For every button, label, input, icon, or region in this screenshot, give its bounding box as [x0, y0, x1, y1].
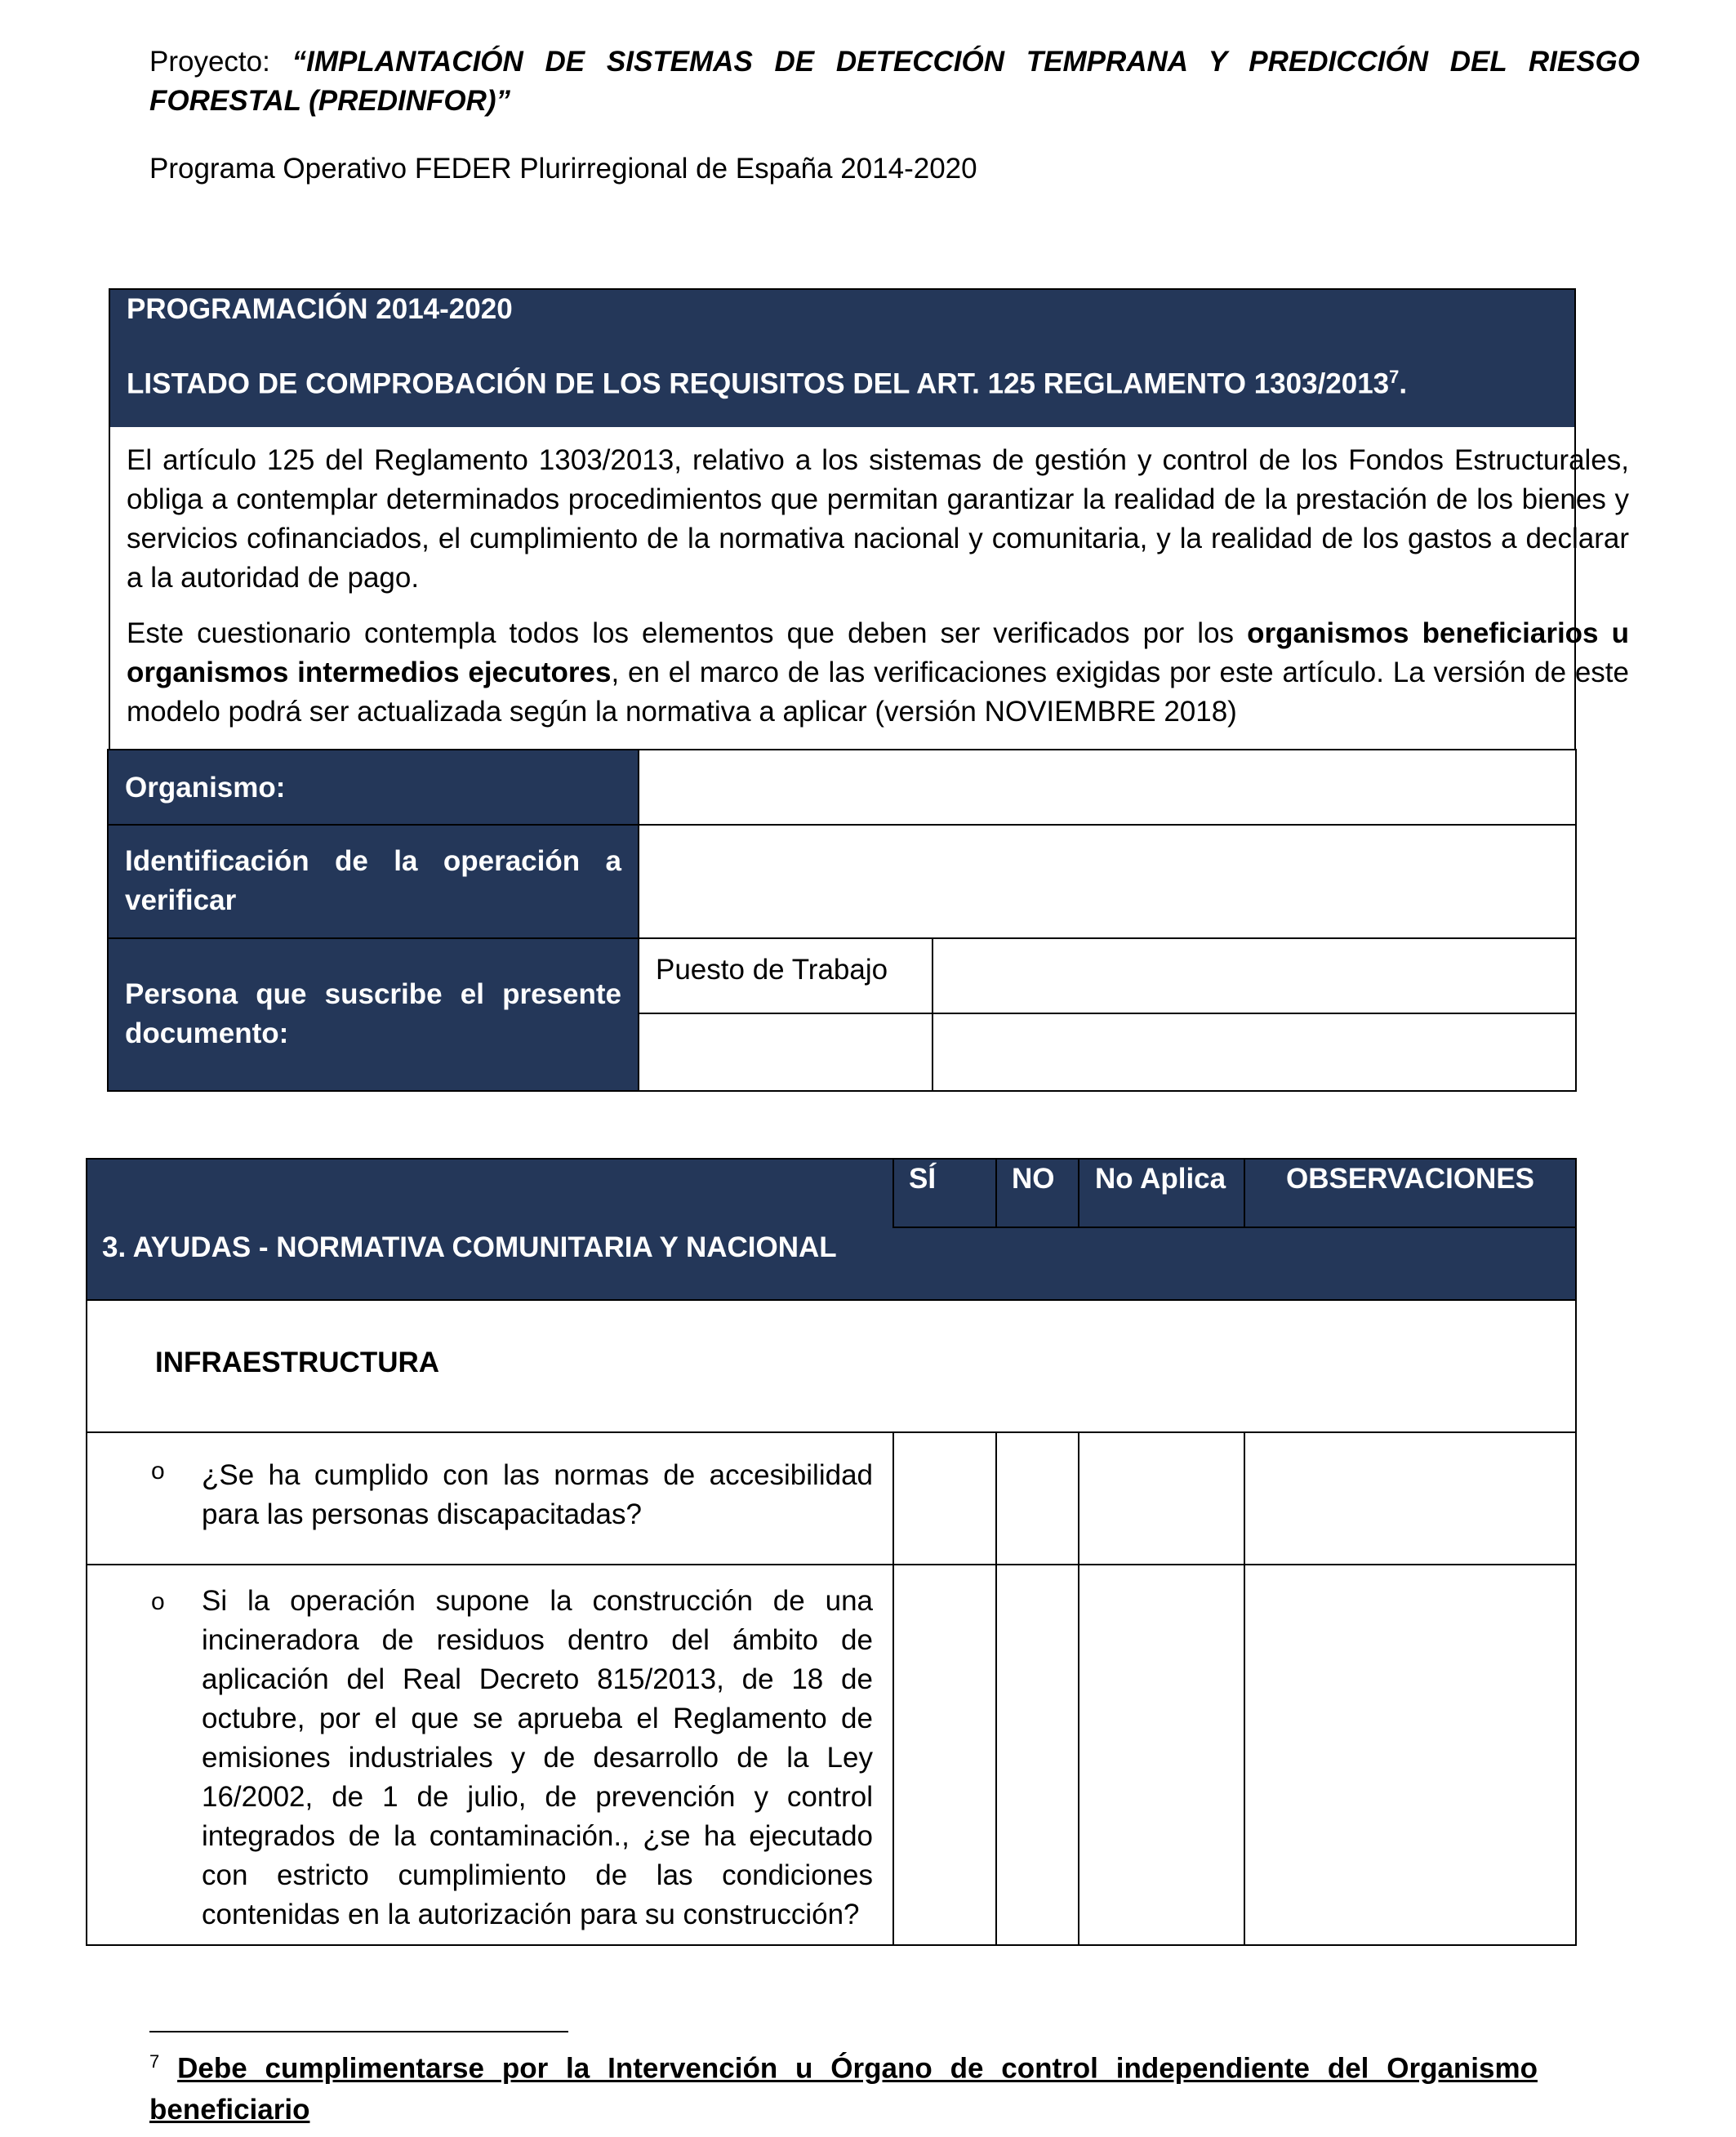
programme-line: Programa Operativo FEDER Plurirregional de España 2014-2020	[149, 153, 977, 185]
footnote	[149, 2041, 1538, 2130]
bullet-icon: o	[151, 1588, 165, 1615]
question-2: Si la operación supone la construcción de una incineradora de residuos dentro del ámbito de aplicación del Real Decreto 815/2013, de 18 de octubre, por el que se aprueba el Reglamento de emisiones industriales y de desarrollo de la Ley 16/2002, de 1 de julio, de prevención y control integrados de la contaminación., ¿se ha ejecutado con estricto cumplimiento de las condiciones contenidas en la autorización para su construcción?	[202, 1585, 873, 1930]
q2-na-field[interactable]	[1078, 1564, 1245, 1946]
col-no: NO	[1012, 1163, 1055, 1195]
persona-signature-field[interactable]	[932, 1013, 1577, 1092]
project-title: “IMPLANTACIÓN DE SISTEMAS DE DETECCIÓN TEMPRANA Y PREDICCIÓN DEL RIESGO FORESTAL (PREDINFOR)”	[149, 46, 1640, 117]
q1-na-field[interactable]	[1078, 1431, 1245, 1565]
identification-table	[107, 749, 1577, 1092]
intro-p2-end: , en el marco de las verificaciones exigidas por este artículo. La versión de este modelo podrá ser actualizada según la normativa a aplicar (versión NOVIEMBRE 2018)	[127, 657, 1629, 728]
puesto-field[interactable]	[932, 937, 1577, 1014]
intro-body	[127, 441, 1629, 732]
col-observaciones: OBSERVACIONES	[1285, 1163, 1535, 1195]
intro-paragraph-1: El artículo 125 del Reglamento 1303/2013, relativo a los sistemas de gestión y control de los Fondos Estructurales, obliga a contemplar determinados procedimientos que permitan garantizar la realidad de la prestación de los bienes y servicios cofinanciados, el cumplimiento de la normativa nacional y comunitaria, y la realidad de los gastos a declarar a la autoridad de pago.	[127, 444, 1629, 594]
question-2-cell	[86, 1564, 894, 1946]
checklist-title-text: LISTADO DE COMPROBACIÓN DE LOS REQUISITOS DEL ART. 125 REGLAMENTO 1303/2013	[127, 367, 1390, 400]
q1-no-field[interactable]	[995, 1431, 1079, 1565]
q1-si-field[interactable]	[892, 1431, 997, 1565]
intro-header	[110, 290, 1574, 427]
footnote-ref: 7	[1389, 367, 1400, 387]
checklist-table	[86, 1158, 1577, 1946]
programming-title: PROGRAMACIÓN 2014-2020	[127, 293, 513, 325]
question-1-cell	[86, 1431, 894, 1565]
persona-label: Persona que suscribe el presente documento:	[107, 937, 639, 1092]
project-heading	[149, 42, 1640, 121]
q1-observaciones-field[interactable]	[1244, 1431, 1577, 1565]
intro-p2-bold: organismos beneficiarios u organismos intermedios ejecutores	[127, 617, 1629, 688]
question-1: ¿Se ha cumplido con las normas de accesibilidad para las personas discapacitadas?	[202, 1459, 873, 1530]
q2-observaciones-field[interactable]	[1244, 1564, 1577, 1946]
checklist-title-end: .	[1399, 367, 1408, 400]
operacion-field[interactable]	[638, 824, 1577, 939]
col-si: SÍ	[909, 1163, 937, 1195]
bullet-icon: o	[151, 1458, 165, 1485]
q2-si-field[interactable]	[892, 1564, 997, 1946]
footnote-number: 7	[149, 2051, 160, 2072]
footnote-separator	[149, 2031, 568, 2032]
q2-no-field[interactable]	[995, 1564, 1079, 1946]
organismo-label: Organismo:	[107, 749, 639, 826]
col-no-aplica: No Aplica	[1095, 1163, 1226, 1195]
intro-p2-start: Este cuestionario contempla todos los elementos que deben ser verificados por los	[127, 617, 1248, 649]
project-prefix: Proyecto:	[149, 46, 270, 78]
intro-paragraph-2	[127, 614, 1629, 732]
checklist-title	[127, 358, 1407, 404]
section-title: 3. AYUDAS - NORMATIVA COMUNITARIA Y NACIONAL	[102, 1231, 837, 1263]
subsection-title: INFRAESTRUCTURA	[155, 1347, 440, 1378]
footnote-text: Debe cumplimentarse por la Intervención u Órgano de control independiente del Organismo beneficiario	[149, 2052, 1538, 2126]
subsection-row	[86, 1299, 1577, 1433]
checklist-intro-box	[109, 288, 1629, 750]
organismo-field[interactable]	[638, 749, 1577, 826]
persona-name-field[interactable]	[638, 1013, 933, 1092]
operacion-label: Identificación de la operación a verificar	[107, 824, 639, 939]
puesto-label: Puesto de Trabajo	[638, 937, 933, 1014]
